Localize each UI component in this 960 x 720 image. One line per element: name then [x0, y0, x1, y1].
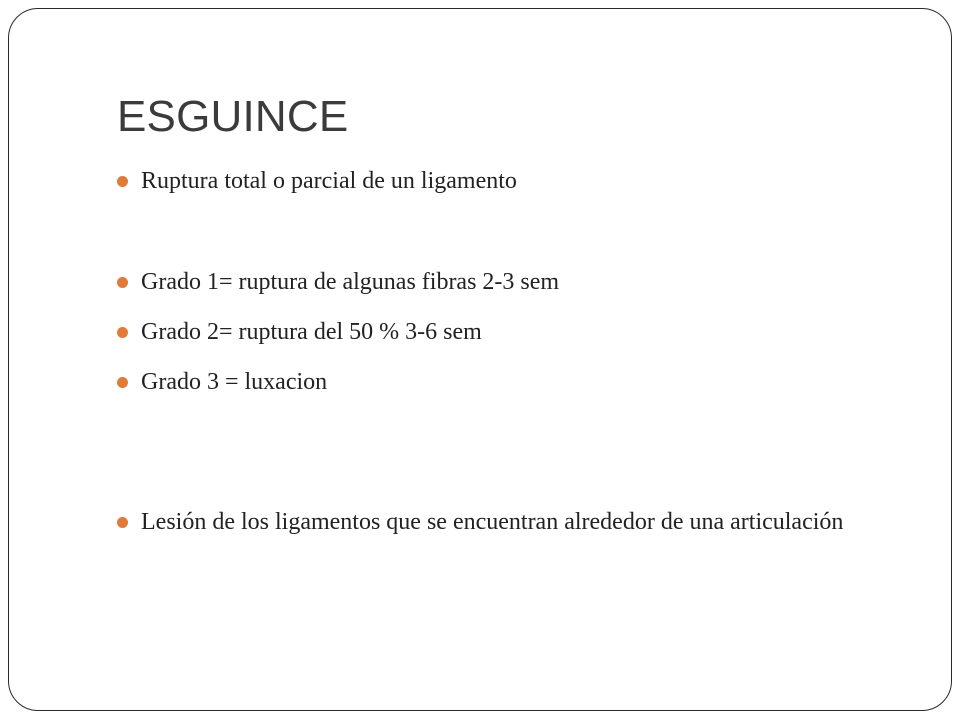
bullet-dot-icon [117, 517, 128, 528]
bullet-text: Lesión de los ligamentos que se encuentran alrededor de una articulación [141, 509, 844, 535]
bullet-item [117, 164, 927, 198]
slide-title: ESGUINCE [117, 92, 349, 141]
bullet-text: Ruptura total o parcial de un ligamento [141, 168, 517, 194]
bullet-item [117, 315, 927, 349]
bullet-item [117, 265, 927, 299]
bullet-text: Grado 1= ruptura de algunas fibras 2-3 sem [141, 269, 560, 295]
bullet-text: Grado 2= ruptura del 50 % 3-6 sem [141, 319, 482, 345]
bullet-item [117, 365, 927, 399]
bullet-dot-icon [117, 176, 128, 187]
bullet-text: Grado 3 = luxacion [141, 369, 328, 395]
slide-frame [8, 8, 952, 711]
bullet-item [117, 505, 927, 539]
bullet-dot-icon [117, 277, 128, 288]
bullet-dot-icon [117, 327, 128, 338]
bullet-dot-icon [117, 377, 128, 388]
